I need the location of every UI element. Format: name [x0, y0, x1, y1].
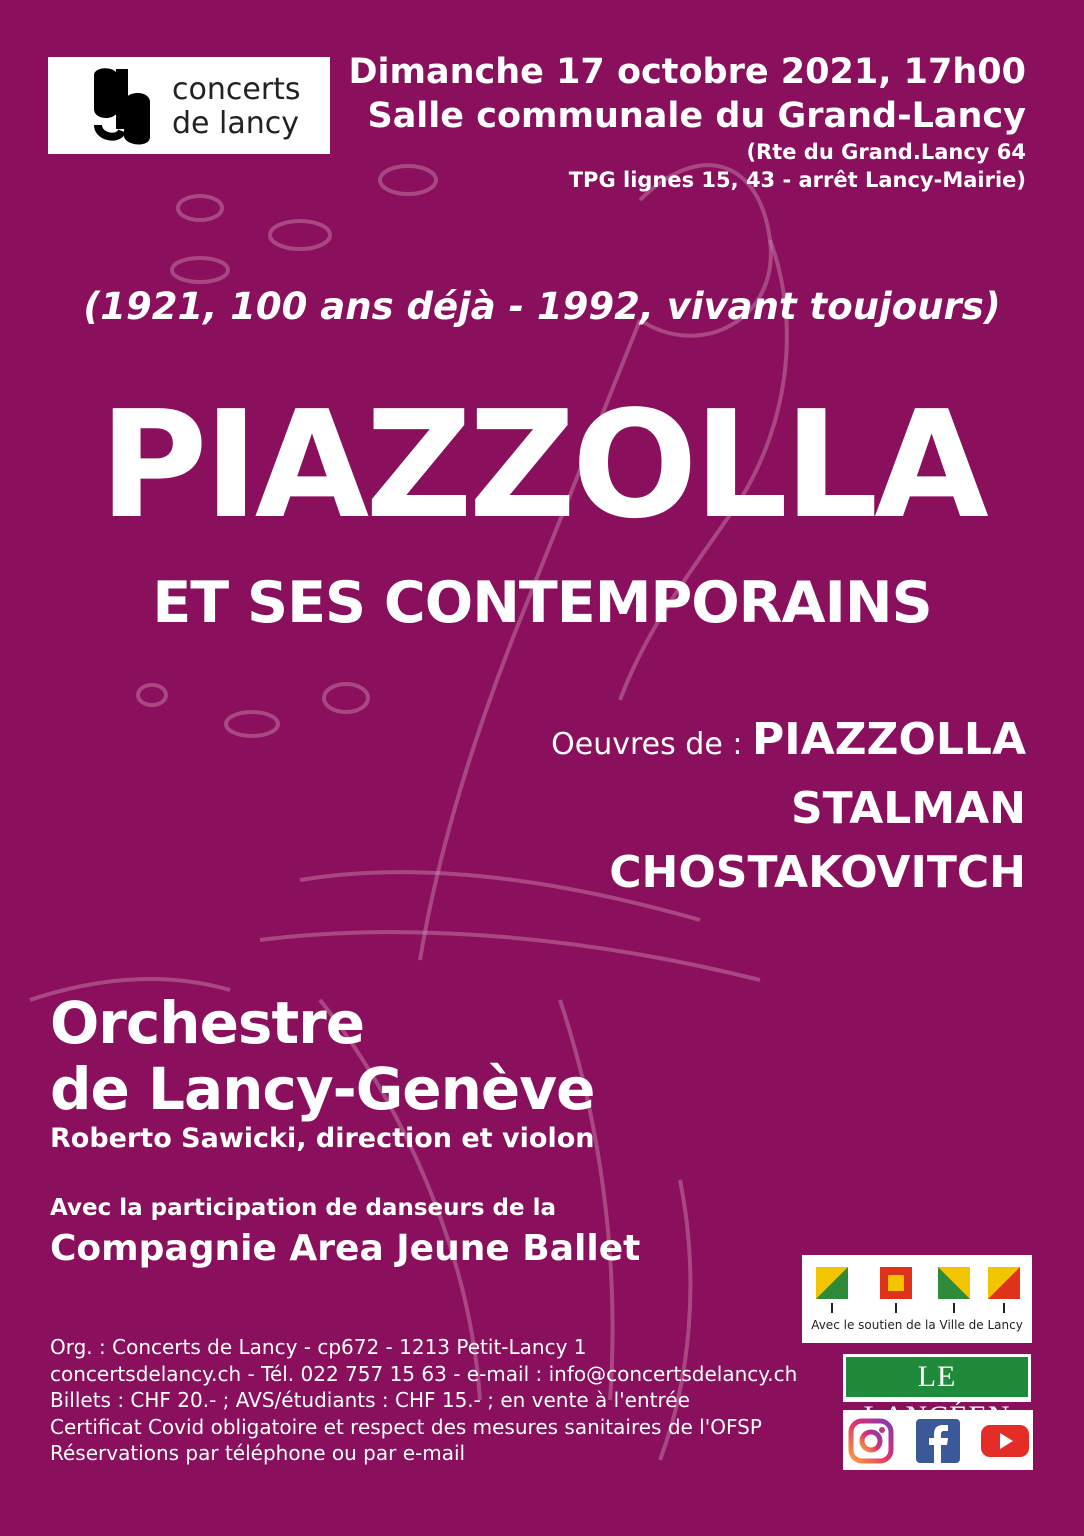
orchestra-block: [50, 990, 594, 1156]
event-transport: TPG lignes 15, 43 - arrêt Lancy-Mairie): [568, 168, 1026, 192]
footer-info: [50, 1334, 797, 1467]
composer-2: STALMAN: [790, 783, 1026, 834]
le-lanceen-logo: [843, 1354, 1031, 1402]
logo-mark-icon: [84, 65, 164, 147]
lancy-coat-of-arms-icon: [802, 1261, 1032, 1317]
instagram-icon[interactable]: [847, 1417, 895, 1465]
social-links: [843, 1410, 1033, 1470]
footer-line-reservations: Réservations par téléphone ou par e-mail: [50, 1441, 466, 1465]
event-header: [348, 50, 1026, 194]
sponsor-box: [802, 1255, 1032, 1343]
composer-1: PIAZZOLLA: [751, 714, 1026, 765]
footer-line-tickets: Billets : CHF 20.- ; AVS/étudiants : CHF 15.- ; en vente à l'entrée: [50, 1388, 690, 1412]
works-lead: Oeuvres de :: [551, 727, 752, 762]
le-lanceen-label: LE: [846, 1357, 1028, 1397]
composer-3: CHOSTAKOVITCH: [609, 847, 1026, 898]
footer-line-contact: concertsdelancy.ch - Tél. 022 757 15 63 - e-mail : info@concertsdelancy.ch: [50, 1361, 798, 1386]
facebook-icon[interactable]: [914, 1417, 962, 1465]
footer-line-covid: Certificat Covid obligatoire et respect des mesures sanitaires de l'OFSP: [50, 1414, 762, 1439]
orchestra-director: Roberto Sawicki, direction et violon: [50, 1123, 595, 1154]
page-subtitle: ET SES CONTEMPORAINS: [152, 570, 932, 636]
logo-line-1: concerts: [172, 72, 301, 107]
participation-intro: Avec la participation de danseurs de la: [50, 1195, 556, 1221]
orchestra-name-line-2: de Lancy-Genève: [50, 1055, 595, 1123]
participation-company: Compagnie Area Jeune Ballet: [50, 1228, 641, 1269]
tagline: (1921, 100 ans déjà - 1992, vivant toujours): [83, 285, 1001, 328]
sponsor-caption: Avec le soutien de la Ville de Lancy: [811, 1318, 1023, 1332]
footer-line-org: Org. : Concerts de Lancy - cp672 - 1213 Petit-Lancy 1: [50, 1335, 587, 1359]
youtube-icon[interactable]: [979, 1421, 1031, 1461]
event-address: (Rte du Grand.Lancy 64: [746, 140, 1026, 164]
participation-block: [50, 1192, 640, 1274]
event-date-time: Dimanche 17 octobre 2021, 17h00: [348, 52, 1026, 92]
logo-line-2: de lancy: [172, 106, 300, 141]
concerts-de-lancy-logo: [48, 57, 330, 154]
event-venue: Salle communale du Grand-Lancy: [367, 96, 1026, 136]
works-list: [551, 708, 1026, 905]
logo-text: [172, 73, 301, 141]
orchestra-name-line-1: Orchestre: [50, 989, 365, 1057]
page-title: PIAZZOLLA: [99, 379, 985, 551]
